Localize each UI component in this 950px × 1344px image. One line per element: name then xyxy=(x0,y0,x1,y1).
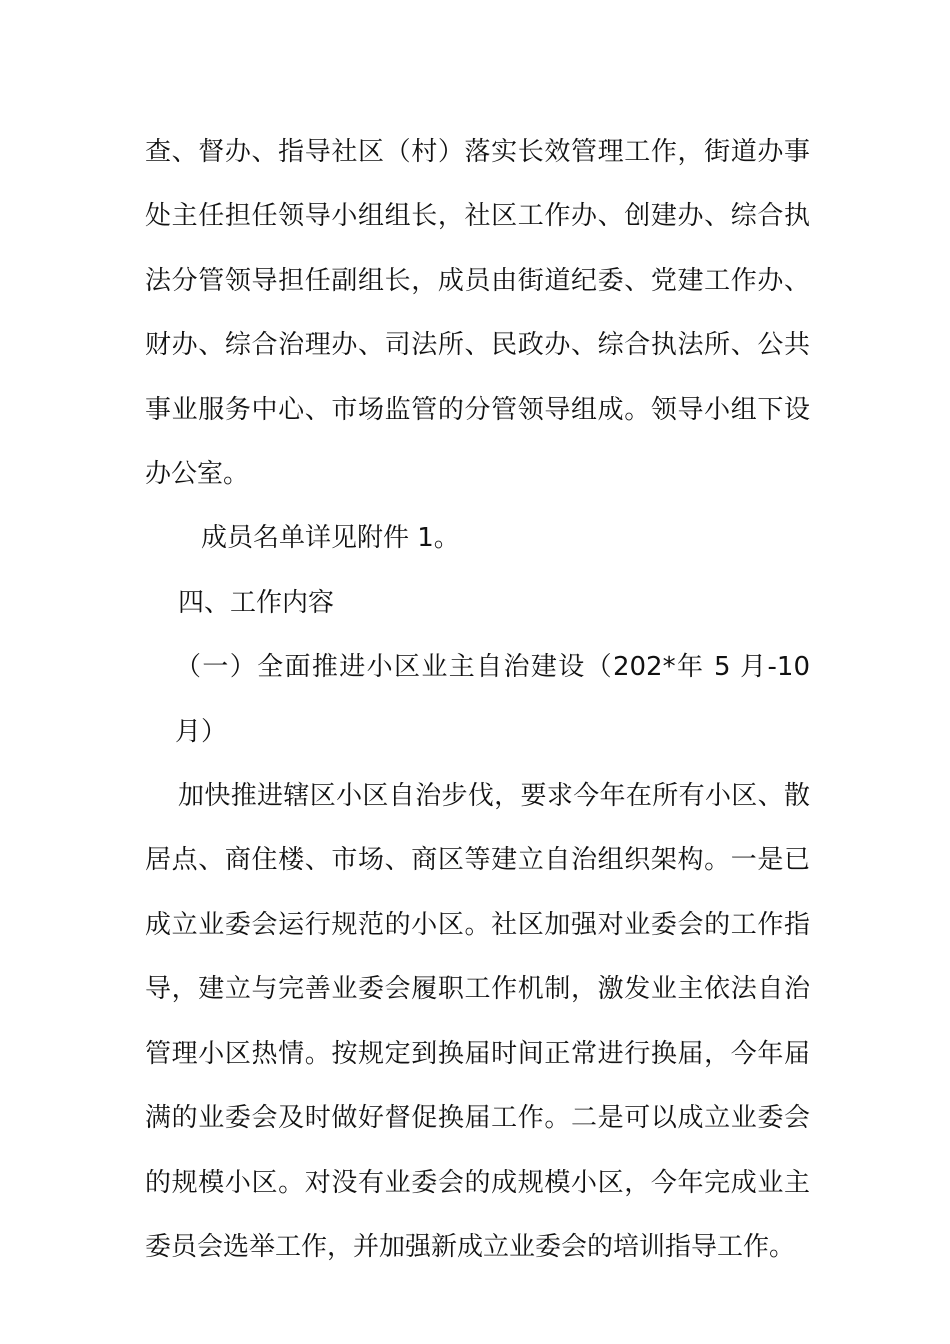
paragraph-member-list-note: 成员名单详见附件 1。 xyxy=(201,523,460,554)
paragraph-subsection-body: 加快推进辖区小区自治步伐，要求今年在所有小区、散居点、商住楼、市场、商区等建立自治组织架构。一是已成立业委会运行规范的小区。社区加强对业委会的工作指导，建立与完善业委会履职工作机制，激发业主依法自治管理小区热情。按规定到换届时间正常进行换届，今年届满的业委会及时做好督促换届工作。二是可以成立业委会的规模小区。对没有业委会的成规模小区，今年完成业主委员会选举工作，并加强新成立业委会的培训指导工作。 xyxy=(145,781,810,1262)
subsection-heading: （一）全面推进小区业主自治建设（202*年 5 月-10 月） xyxy=(175,652,810,747)
document-body xyxy=(145,120,810,1279)
paragraph-leadership-group: 查、督办、指导社区（村）落实长效管理工作，街道办事处主任担任领导小组组长，社区工作办、创建办、综合执法分管领导担任副组长，成员由街道纪委、党建工作办、财办、综合治理办、司法所、民政办、综合执法所、公共事业服务中心、市场监管的分管领导组成。领导小组下设办公室。 xyxy=(145,137,810,490)
section-heading: 四、工作内容 xyxy=(178,587,335,618)
